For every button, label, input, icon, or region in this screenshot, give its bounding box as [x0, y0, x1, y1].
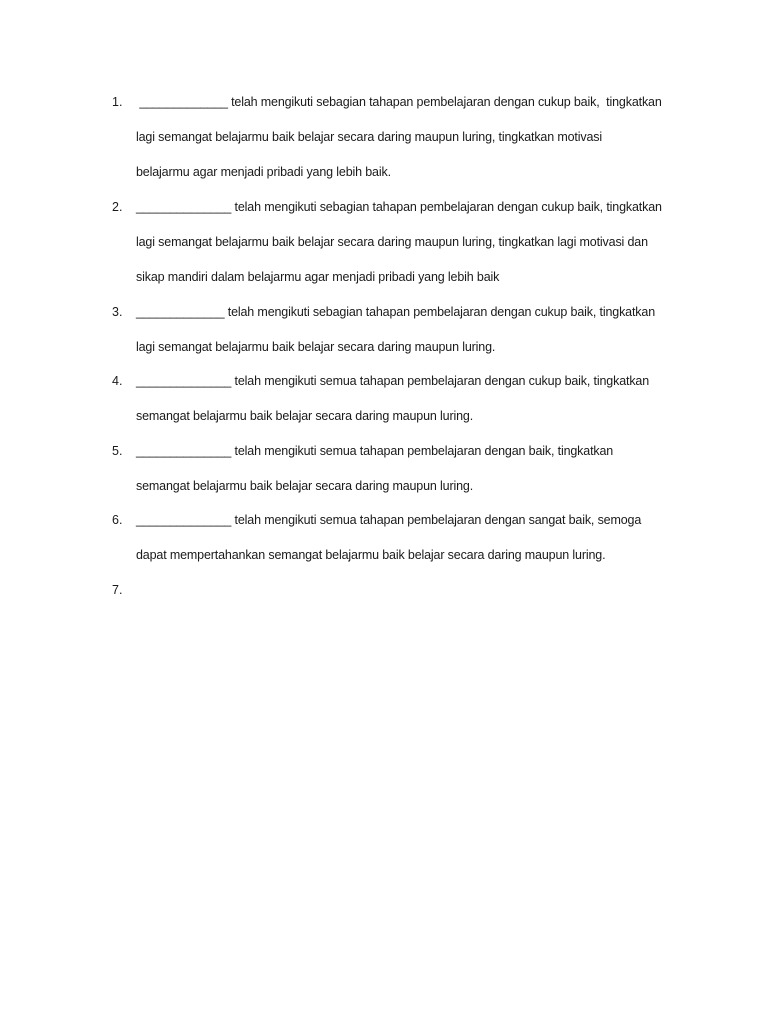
list-item-text-line: sikap mandiri dalam belajarmu agar menjadi pribadi yang lebih baik	[136, 270, 500, 284]
list-item-text-line: ______________ telah mengikuti semua tahapan pembelajaran dengan sangat baik, semoga	[136, 513, 642, 527]
list-item-number: 5.	[112, 444, 123, 458]
list-item-text-line: dapat mempertahankan semangat belajarmu baik belajar secara daring maupun luring.	[136, 548, 606, 562]
list-item-text-line: ______________ telah mengikuti semua tahapan pembelajaran dengan baik, tingkatkan	[136, 444, 614, 458]
list-item-text-line: ______________ telah mengikuti sebagian tahapan pembelajaran dengan cukup baik, tingkatkan	[136, 200, 662, 214]
list-item-number: 3.	[112, 305, 123, 319]
list-item-number: 4.	[112, 374, 123, 388]
list-item-text-line: lagi semangat belajarmu baik belajar secara daring maupun luring, tingkatkan motivasi	[136, 130, 602, 144]
list-item-number: 2.	[112, 200, 123, 214]
list-item-text-line: semangat belajarmu baik belajar secara daring maupun luring.	[136, 409, 474, 423]
list-item-text-line: ______________ telah mengikuti semua tahapan pembelajaran dengan cukup baik, tingkatkan	[136, 374, 650, 388]
list-item-text-line: belajarmu agar menjadi pribadi yang lebih baik.	[136, 165, 391, 179]
list-item-text-line: lagi semangat belajarmu baik belajar secara daring maupun luring.	[136, 340, 496, 354]
list-item-text-line: semangat belajarmu baik belajar secara daring maupun luring.	[136, 479, 474, 493]
list-item-text-line: lagi semangat belajarmu baik belajar secara daring maupun luring, tingkatkan lagi motivasi dan	[136, 235, 648, 249]
list-item-text-line: _____________ telah mengikuti sebagian tahapan pembelajaran dengan cukup baik, tingkatkan	[136, 305, 656, 319]
list-item-number: 1.	[112, 95, 123, 109]
list-item-text-line: _____________ telah mengikuti sebagian tahapan pembelajaran dengan cukup baik, tingkatkan	[136, 95, 662, 109]
list-item-number: 7.	[112, 583, 123, 597]
list-item-number: 6.	[112, 513, 123, 527]
